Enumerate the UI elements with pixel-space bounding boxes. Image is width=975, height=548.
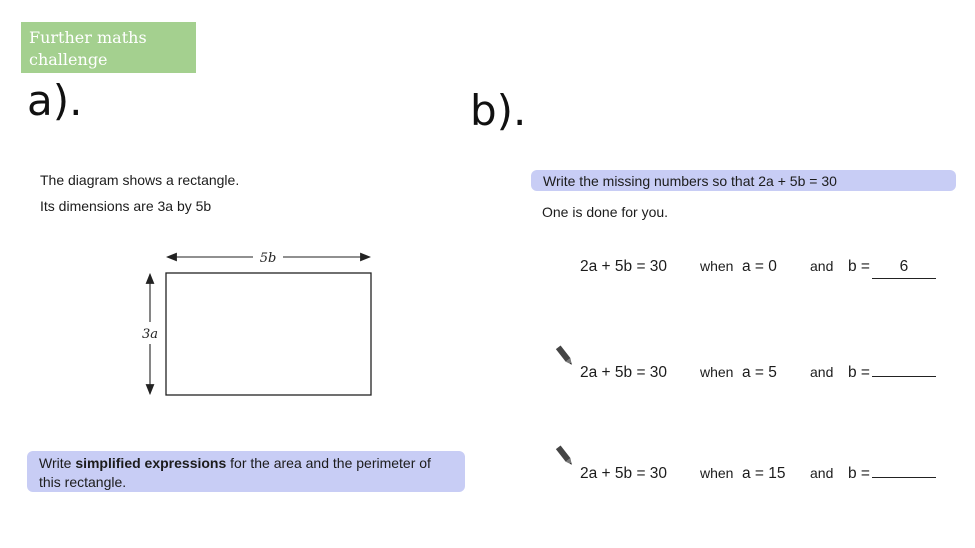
b-label: b = xyxy=(848,258,870,275)
equation-lhs: 2a + 5b = 30 xyxy=(580,364,668,381)
equation-row xyxy=(580,459,936,483)
equation-row xyxy=(580,358,936,382)
b-label: b = xyxy=(848,364,870,381)
part-b-label: b). xyxy=(470,86,527,135)
equation-lhs: 2a + 5b = 30 xyxy=(580,465,668,482)
b-label: b = xyxy=(848,465,870,482)
a-value: a = 0 xyxy=(742,258,777,275)
equation-row xyxy=(580,258,936,279)
equation-lhs: 2a + 5b = 30 xyxy=(580,258,668,275)
width-label: 5b xyxy=(259,251,277,266)
task-suffix: for the area and the perimeter of this rectangle. xyxy=(39,455,431,490)
pencil-icon xyxy=(555,444,575,468)
and-word: and xyxy=(810,465,834,481)
b-answer-blank[interactable] xyxy=(872,358,936,377)
worked-example-note: One is done for you. xyxy=(542,204,669,220)
when-word: when xyxy=(700,364,734,380)
and-word: and xyxy=(810,258,834,274)
pencil-icon xyxy=(555,344,575,368)
a-value: a = 15 xyxy=(742,465,786,482)
b-answer-filled: 6 xyxy=(872,260,936,279)
height-label: 3a xyxy=(141,327,159,342)
when-word: when xyxy=(700,258,734,274)
missing-numbers-instruction xyxy=(531,170,956,191)
part-a-label: a). xyxy=(27,76,83,125)
challenge-badge-text: Further maths challenge xyxy=(29,28,147,69)
rectangle-shape xyxy=(166,273,371,395)
task-bold: simplified expressions xyxy=(75,455,227,471)
rectangle-dimensions: Its dimensions are 3a by 5b xyxy=(40,198,212,214)
when-word: when xyxy=(700,465,734,481)
b-answer-blank[interactable] xyxy=(872,459,936,478)
area-perimeter-task xyxy=(27,451,465,492)
task-prefix: Write xyxy=(39,455,76,471)
a-value: a = 5 xyxy=(742,364,777,381)
challenge-badge xyxy=(21,22,196,73)
and-word: and xyxy=(810,364,834,380)
rectangle-intro: The diagram shows a rectangle. xyxy=(40,172,240,188)
instruction-text: Write the missing numbers so that 2a + 5b = 30 xyxy=(543,173,837,189)
rectangle-diagram xyxy=(130,240,390,410)
